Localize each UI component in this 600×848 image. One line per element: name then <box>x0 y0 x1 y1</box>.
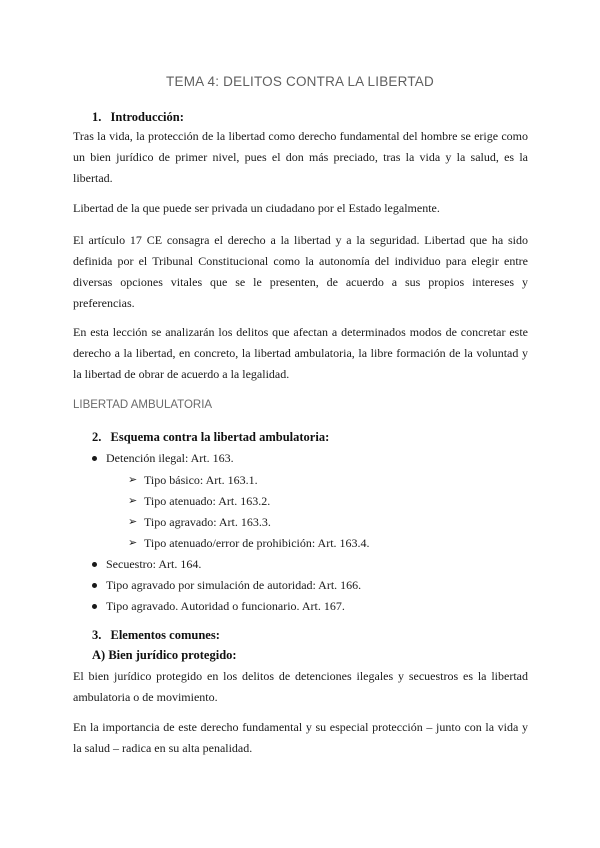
arrow-bullet-icon: ➢ <box>128 536 138 549</box>
section-subtitle: LIBERTAD AMBULATORIA <box>73 399 213 411</box>
section-3-heading <box>92 628 220 643</box>
bullet-icon <box>92 562 97 567</box>
paragraph: Tras la vida, la protección de la libertad como derecho fundamental del hombre se erige como un bien jurídico de primer nivel, pues el don más preciado, tras la vida y la salud, es la libertad. <box>73 129 528 185</box>
bullet-icon <box>92 604 97 609</box>
paragraph: Libertad de la que puede ser privada un ciudadano por el Estado legalmente. <box>73 201 440 215</box>
section-3-subheading: A) Bien jurídico protegido: <box>92 648 237 662</box>
page-title: TEMA 4: DELITOS CONTRA LA LIBERTAD <box>166 74 434 89</box>
list-item-text: Detención ilegal: Art. 163. <box>106 451 234 465</box>
section-3-title: Elementos comunes: <box>110 628 220 642</box>
sub-list-item-text: Tipo agravado: Art. 163.3. <box>144 515 271 529</box>
sub-list-item-text: Tipo atenuado: Art. 163.2. <box>144 494 271 508</box>
sub-list-item-text: Tipo atenuado/error de prohibición: Art. 163.4. <box>144 536 370 550</box>
paragraph: El artículo 17 CE consagra el derecho a la libertad y a la seguridad. Libertad que ha sido definida por el Tribunal Constitucional como la autonomía del individuo para elegir entre diversas opciones vitales que se le presenten, de acuerdo a sus propios intereses y preferencias. <box>73 233 528 310</box>
section-3-number: 3. <box>92 628 102 642</box>
section-1-number: 1. <box>92 110 102 124</box>
paragraph: El bien jurídico protegido en los delitos de detenciones ilegales y secuestros es la libertad ambulatoria o de movimiento. <box>73 669 528 704</box>
bullet-icon <box>92 583 97 588</box>
arrow-bullet-icon: ➢ <box>128 494 138 507</box>
bullet-icon <box>92 456 97 461</box>
arrow-bullet-icon: ➢ <box>128 473 138 486</box>
list-item-text: Tipo agravado. Autoridad o funcionario. Art. 167. <box>106 599 345 613</box>
paragraph: En la importancia de este derecho fundamental y su especial protección – junto con la vida y la salud – radica en su alta penalidad. <box>73 720 528 755</box>
sub-list-item-text: Tipo básico: Art. 163.1. <box>144 473 258 487</box>
section-2-title: Esquema contra la libertad ambulatoria: <box>110 430 330 444</box>
arrow-bullet-icon: ➢ <box>128 515 138 528</box>
section-1-heading <box>92 110 184 125</box>
section-2-number: 2. <box>92 430 102 444</box>
paragraph: En esta lección se analizarán los delitos que afectan a determinados modos de concretar este derecho a la libertad, en concreto, la libertad ambulatoria, la libre formación de la voluntad y la libertad de obrar de acuerdo a la legalidad. <box>73 325 528 381</box>
list-item-text: Secuestro: Art. 164. <box>106 557 202 571</box>
list-item-text: Tipo agravado por simulación de autoridad: Art. 166. <box>106 578 362 592</box>
section-2-heading <box>92 430 329 445</box>
section-1-title: Introducción: <box>110 110 184 124</box>
